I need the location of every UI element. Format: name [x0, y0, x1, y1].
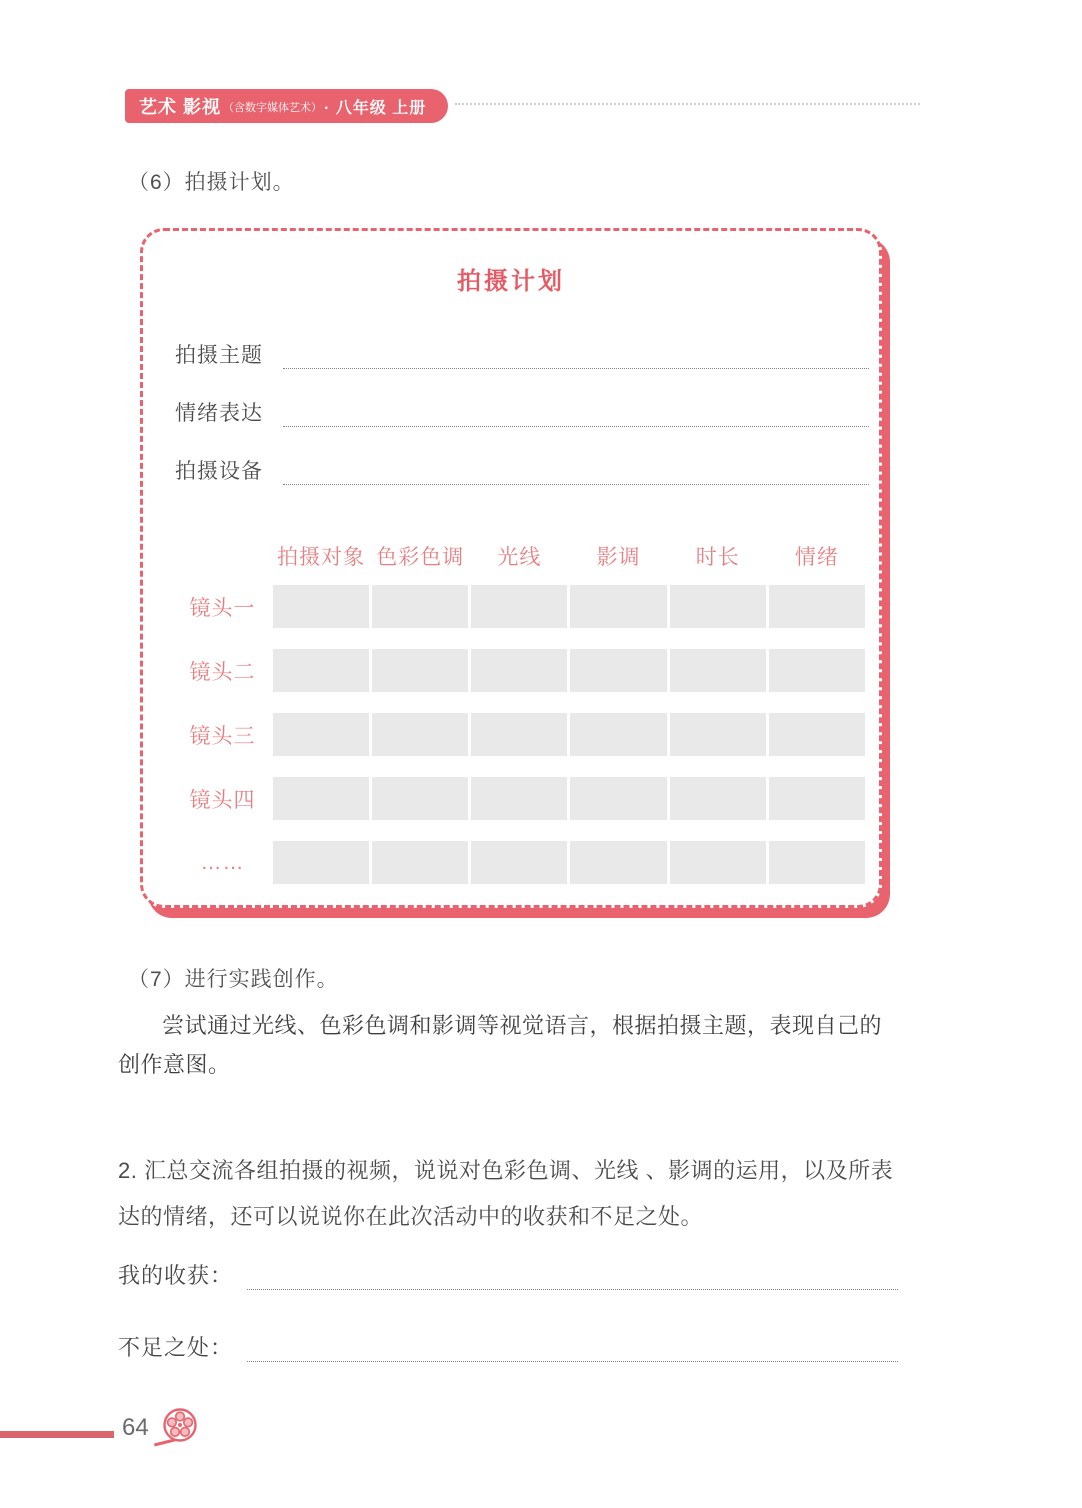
shot-table-header [175, 541, 865, 571]
empty-cell [471, 841, 567, 884]
row-label-shot1: 镜头一 [189, 596, 256, 620]
row-label-shot4: 镜头四 [189, 788, 256, 812]
item2-paragraph: 2. 汇总交流各组拍摄的视频，说说对色彩色调、光线 、影调的运用，以及所表达的情绪，还可以说说你在此次活动中的收获和不足之处。 [118, 1158, 894, 1229]
field-equipment-label: 拍摄设备 [175, 460, 263, 483]
gain-label: 我的收获： [118, 1263, 234, 1288]
empty-cell [769, 841, 865, 884]
empty-cell [769, 649, 865, 692]
row-label-ellipsis: …… [200, 850, 245, 874]
badge-title: 艺术 影视 [139, 97, 222, 117]
empty-cell [273, 649, 369, 692]
empty-cell [570, 841, 666, 884]
header-badge [125, 89, 448, 123]
section7-heading: （7）进行实践创作。 [128, 968, 339, 991]
empty-cell [372, 585, 468, 628]
field-theme-label: 拍摄主题 [175, 344, 263, 367]
empty-cell [570, 713, 666, 756]
shooting-plan-box [140, 228, 882, 908]
table-row-ellipsis [175, 841, 865, 884]
field-emotion [175, 401, 869, 427]
shot-table [175, 541, 865, 905]
shortcoming-blank-line [247, 1335, 898, 1362]
plan-fields [175, 343, 869, 517]
col-color-tone: 色彩色调 [376, 546, 465, 569]
section6-heading: （6）拍摄计划。 [128, 171, 295, 194]
table-row-shot2 [175, 649, 865, 692]
gain-row [118, 1262, 898, 1290]
field-emotion-label: 情绪表达 [175, 402, 263, 425]
gain-blank-line [247, 1263, 898, 1290]
section7-paragraph: 尝试通过光线、色彩色调和影调等视觉语言，根据拍摄主题，表现自己的创作意图。 [118, 1013, 883, 1077]
field-equipment [175, 459, 869, 485]
footer-accent-bar [0, 1431, 114, 1438]
field-theme [175, 343, 869, 369]
empty-cell [273, 777, 369, 820]
table-row-shot4 [175, 777, 865, 820]
empty-cell [273, 713, 369, 756]
empty-cell [273, 585, 369, 628]
page-number: 64 [122, 1414, 149, 1441]
empty-cell [670, 777, 766, 820]
plan-box-title: 拍摄计划 [457, 268, 565, 295]
empty-cell [670, 713, 766, 756]
row-label-shot3: 镜头三 [189, 724, 256, 748]
empty-cell [570, 649, 666, 692]
empty-cell [670, 585, 766, 628]
col-subject: 拍摄对象 [277, 546, 366, 569]
empty-cell [570, 777, 666, 820]
empty-cell [769, 585, 865, 628]
empty-cell [670, 841, 766, 884]
badge-subtitle: （含数字媒体艺术） [223, 102, 323, 114]
table-row-shot3 [175, 713, 865, 756]
shortcoming-label: 不足之处： [118, 1335, 234, 1360]
shortcoming-row [118, 1334, 898, 1362]
empty-cell [769, 777, 865, 820]
table-row-shot1 [175, 585, 865, 628]
col-duration: 时长 [695, 546, 740, 569]
empty-cell [372, 777, 468, 820]
empty-cell [471, 649, 567, 692]
empty-cell [372, 649, 468, 692]
col-light: 光线 [497, 546, 542, 569]
empty-cell [670, 649, 766, 692]
field-theme-blank-line [283, 344, 869, 369]
row-label-shot2: 镜头二 [189, 660, 256, 684]
col-emotion: 情绪 [794, 546, 839, 569]
empty-cell [273, 841, 369, 884]
empty-cell [471, 585, 567, 628]
empty-cell [372, 841, 468, 884]
field-emotion-blank-line [283, 402, 869, 427]
header-dotted-rule [455, 103, 920, 105]
empty-cell [570, 585, 666, 628]
field-equipment-blank-line [283, 460, 869, 485]
col-shade: 影调 [596, 546, 641, 569]
badge-grade: · 八年级 上册 [324, 99, 427, 117]
film-reel-icon [153, 1406, 205, 1452]
empty-cell [471, 713, 567, 756]
empty-cell [372, 713, 468, 756]
empty-cell [769, 713, 865, 756]
empty-cell [471, 777, 567, 820]
